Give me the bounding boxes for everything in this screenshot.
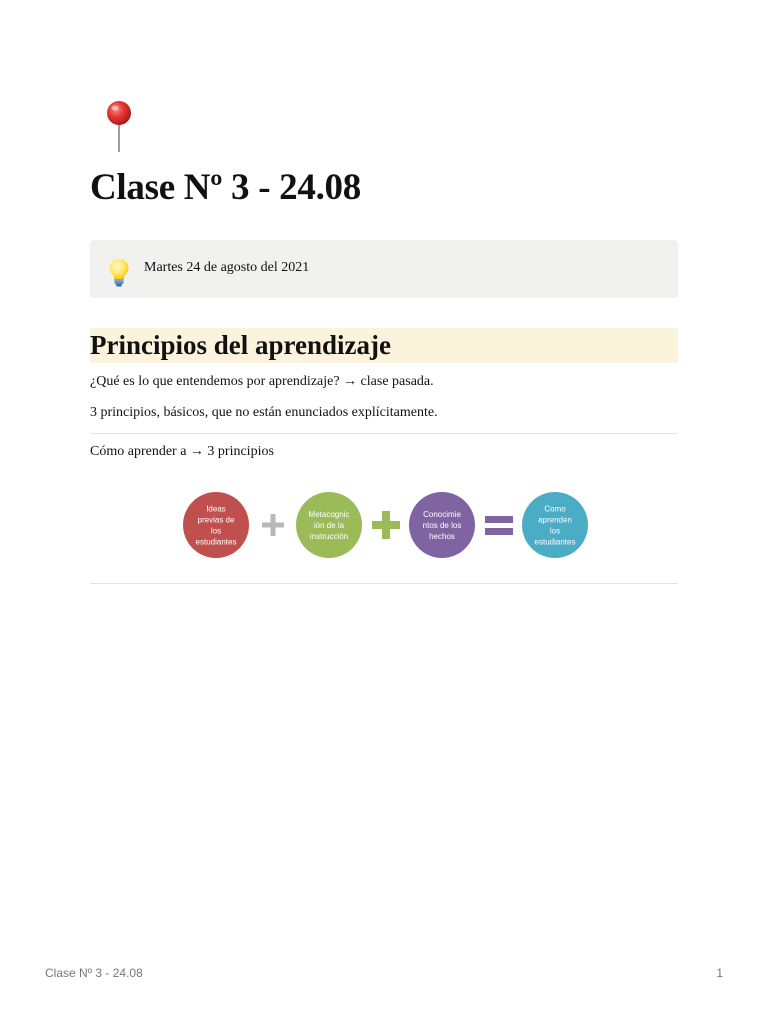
diagram-circle	[183, 492, 249, 558]
light-bulb-icon	[108, 258, 130, 288]
paragraph-learning-definition: ¿Qué es lo que entendemos por aprendizaje? → clase pasada.	[90, 374, 434, 389]
diagram-circle-label: instrucción	[309, 532, 349, 541]
date-callout	[90, 240, 678, 298]
diagram-circle-shape	[183, 492, 249, 558]
diagram-circle	[522, 492, 588, 558]
section-heading: Principios del aprendizaje	[90, 328, 678, 363]
plus-icon	[262, 514, 284, 536]
diagram-circle-label: los	[210, 526, 222, 536]
callout-text: Martes 24 de agosto del 2021	[144, 260, 310, 275]
page-title: Clase Nº 3 - 24.08	[90, 167, 361, 208]
diagram-circle	[409, 492, 475, 558]
diagram-circle-shape	[522, 492, 588, 558]
paragraph-how-to-learn: Cómo aprender a → 3 principios	[90, 444, 274, 459]
diagram-circle-label: ión de la	[313, 521, 345, 530]
equals-icon	[485, 516, 513, 535]
plus-icon	[372, 511, 400, 539]
diagram-circle-label: ntos de los	[422, 521, 462, 530]
diagram-circle-label: aprenden	[538, 515, 572, 525]
diagram-circle-label: estudiantes	[195, 537, 237, 547]
diagram-circle-label: previas de	[197, 515, 235, 525]
diagram-circle-label: estudiantes	[534, 537, 576, 547]
diagram-circle-label: hechos	[429, 532, 455, 541]
diagram-circle-label: Ideas	[206, 504, 226, 514]
divider	[90, 433, 678, 434]
diagram-circle	[296, 492, 362, 558]
diagram-circle-label: Metacognic	[308, 510, 350, 519]
footer-title: Clase Nº 3 - 24.08	[45, 966, 143, 980]
pushpin-icon	[104, 100, 134, 154]
page-number: 1	[716, 966, 723, 980]
diagram-circle-label: los	[549, 526, 561, 536]
principles-diagram	[183, 489, 589, 563]
paragraph-three-principles: 3 principios, básicos, que no están enunciados explícitamente.	[90, 405, 438, 420]
diagram-circle-label: Como	[544, 504, 566, 514]
diagram-circle-label: Conocimie	[423, 510, 461, 519]
divider	[90, 583, 678, 584]
